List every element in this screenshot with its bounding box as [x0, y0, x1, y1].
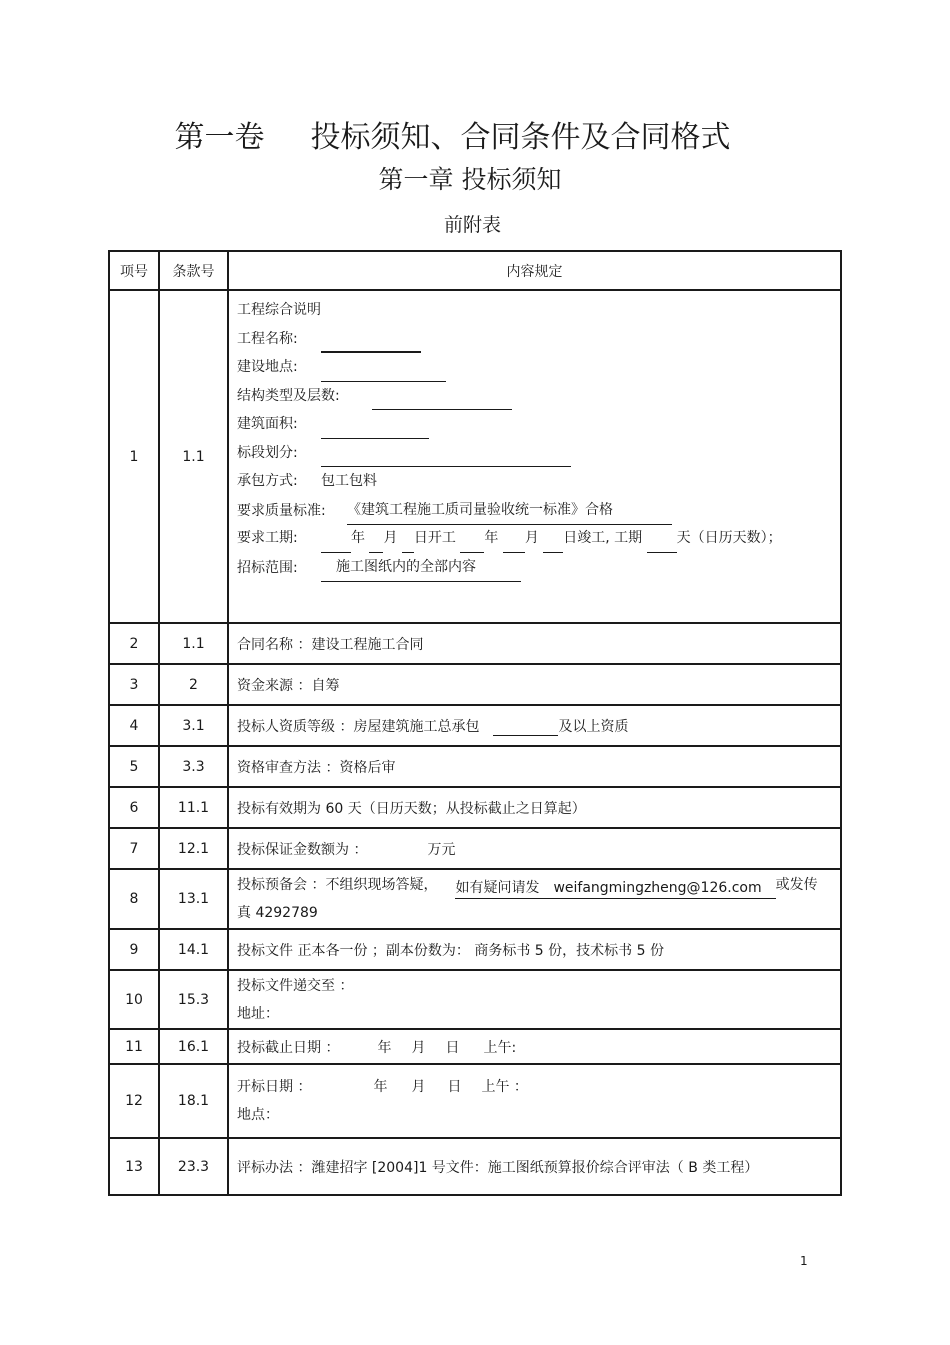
table-row: [109, 705, 841, 746]
row-content: 投标有效期为 60 天（日历天数；从投标截止之日算起）: [228, 787, 841, 828]
row-clause: 12.1: [159, 828, 228, 869]
bond-label: 投标保证金数额为 ：: [237, 841, 368, 858]
row-clause: 11.1: [159, 787, 228, 828]
row-no: 11: [109, 1029, 159, 1064]
opening-place-label: 地点：: [237, 1107, 279, 1123]
site-label: 建设地点:: [237, 359, 298, 375]
table-row: [109, 664, 841, 705]
row-content: 资格审查方法 ：资格后审: [228, 746, 841, 787]
project-overview-cell: [228, 290, 841, 623]
deadline-month: 月: [411, 1039, 426, 1056]
row-content: 评标办法 ：潍建招字 [2004]1 号文件：施工图纸预算报价综合评审法（ B 类工程）: [228, 1138, 841, 1195]
row-content: 投标文件 正本各一份 ；副本份数为： 商务标书 5 份，技术标书 5 份: [228, 929, 841, 970]
period-days: 天（日历天数）；: [676, 530, 782, 546]
period-label: 要求工期:: [237, 530, 298, 546]
row-content: 合同名称 ：建设工程施工合同: [228, 623, 841, 664]
table-row: [109, 1064, 841, 1138]
table-row: [109, 290, 841, 623]
quality-label: 要求质量标准:: [237, 502, 326, 519]
row-no: 1: [109, 290, 159, 623]
submit-to-label: 投标文件递交至 ：: [237, 977, 354, 994]
row-no: 5: [109, 746, 159, 787]
row-content: [228, 1029, 841, 1064]
deadline-label: 投标截止日期 ：: [237, 1039, 340, 1056]
row-no: 13: [109, 1138, 159, 1195]
row-clause: 3.3: [159, 746, 228, 787]
deadline-time: 上午:: [483, 1039, 517, 1056]
submit-address-label: 地址：: [237, 1005, 279, 1022]
table-row: [109, 1029, 841, 1064]
row-no: 7: [109, 828, 159, 869]
period-year: 年: [351, 530, 365, 546]
period-blank: [647, 552, 677, 553]
opening-day: 日: [447, 1079, 462, 1095]
table-row: [109, 970, 841, 1029]
period-year2: 年: [484, 530, 499, 546]
period-total: 工期: [614, 530, 643, 546]
opening-label: 开标日期 ：: [237, 1079, 312, 1095]
header-row: [109, 251, 841, 290]
row-clause: 14.1: [159, 929, 228, 970]
contract-label: 承包方式:: [237, 473, 298, 489]
opening-month: 月: [411, 1079, 426, 1095]
row-no: 6: [109, 787, 159, 828]
page-number: 1: [800, 1254, 808, 1268]
bond-unit: 万元: [427, 841, 456, 858]
deadline-year: 年: [377, 1039, 392, 1056]
row-content: [228, 1064, 841, 1138]
prebid-fax-label: 或发传: [775, 877, 818, 893]
overview-heading: 工程综合说明: [237, 302, 321, 318]
contact-email: weifangmingzheng@126.com: [553, 880, 762, 896]
row-clause: 23.3: [159, 1138, 228, 1195]
row-content: 资金来源 ：自筹: [228, 664, 841, 705]
prebid-fax: 真 4292789: [237, 905, 318, 921]
qualification-suffix: 及以上资质: [558, 718, 629, 735]
project-name-label: 工程名称:: [237, 330, 298, 347]
volume-label: 第一卷: [174, 120, 265, 155]
opening-time: 上午 ：: [481, 1079, 528, 1095]
period-month2: 月: [524, 530, 539, 546]
opening-year: 年: [373, 1079, 388, 1095]
row-no: 4: [109, 705, 159, 746]
row-no: 10: [109, 970, 159, 1029]
area-label: 建筑面积:: [237, 416, 298, 432]
period-start: 日开工: [413, 530, 456, 546]
table-row: [109, 787, 841, 828]
table-row: [109, 1138, 841, 1195]
structure-label: 结构类型及层数:: [237, 387, 340, 404]
scope-label: 招标范围:: [237, 559, 298, 576]
prebid-inquiry: 如有疑问请发: [455, 880, 540, 896]
prebid-contact: [455, 878, 775, 899]
table-row: [109, 623, 841, 664]
period-month: 月: [383, 530, 398, 546]
header-clause: 条款号: [159, 251, 228, 290]
prebid-label: 投标预备会 ：不组织现场答疑，: [237, 877, 438, 893]
header-content: 内容规定: [228, 251, 841, 290]
header-no: 项号: [109, 251, 159, 290]
row-content: [228, 970, 841, 1029]
table-row: [109, 869, 841, 929]
row-clause: 18.1: [159, 1064, 228, 1138]
row-no: 12: [109, 1064, 159, 1138]
volume-main-title: 投标须知、合同条件及合同格式: [310, 120, 731, 155]
row-content: [228, 828, 841, 869]
section-label: 标段划分:: [237, 444, 298, 461]
row-clause: 16.1: [159, 1029, 228, 1064]
period-blank: [543, 552, 563, 553]
table-title: 前附表: [443, 214, 501, 236]
row-no: 8: [109, 869, 159, 929]
table-row: [109, 746, 841, 787]
row-content: [228, 869, 841, 929]
deadline-day: 日: [445, 1039, 460, 1056]
row-no: 9: [109, 929, 159, 970]
row-clause: 13.1: [159, 869, 228, 929]
qualification-text: 投标人资质等级 ：房屋建筑施工总承包: [237, 718, 480, 735]
row-clause: 1.1: [159, 290, 228, 623]
table-row: [109, 929, 841, 970]
row-clause: 2: [159, 664, 228, 705]
row-no: 2: [109, 623, 159, 664]
row-clause: 15.3: [159, 970, 228, 1029]
scope-value: 施工图纸内的全部内容: [321, 553, 521, 583]
row-content: [228, 705, 841, 746]
row-clause: 3.1: [159, 705, 228, 746]
qualification-blank: [493, 735, 558, 736]
volume-title: [0, 112, 905, 156]
period-end: 日竣工,: [563, 530, 610, 546]
chapter-title: 第一章 投标须知: [378, 165, 562, 194]
schedule-table: [108, 250, 842, 1196]
row-no: 3: [109, 664, 159, 705]
contract-value: 包工包料: [321, 473, 377, 489]
quality-value: 《建筑工程施工质司量验收统一标准》合格: [347, 496, 672, 526]
row-clause: 1.1: [159, 623, 228, 664]
table-row: [109, 828, 841, 869]
